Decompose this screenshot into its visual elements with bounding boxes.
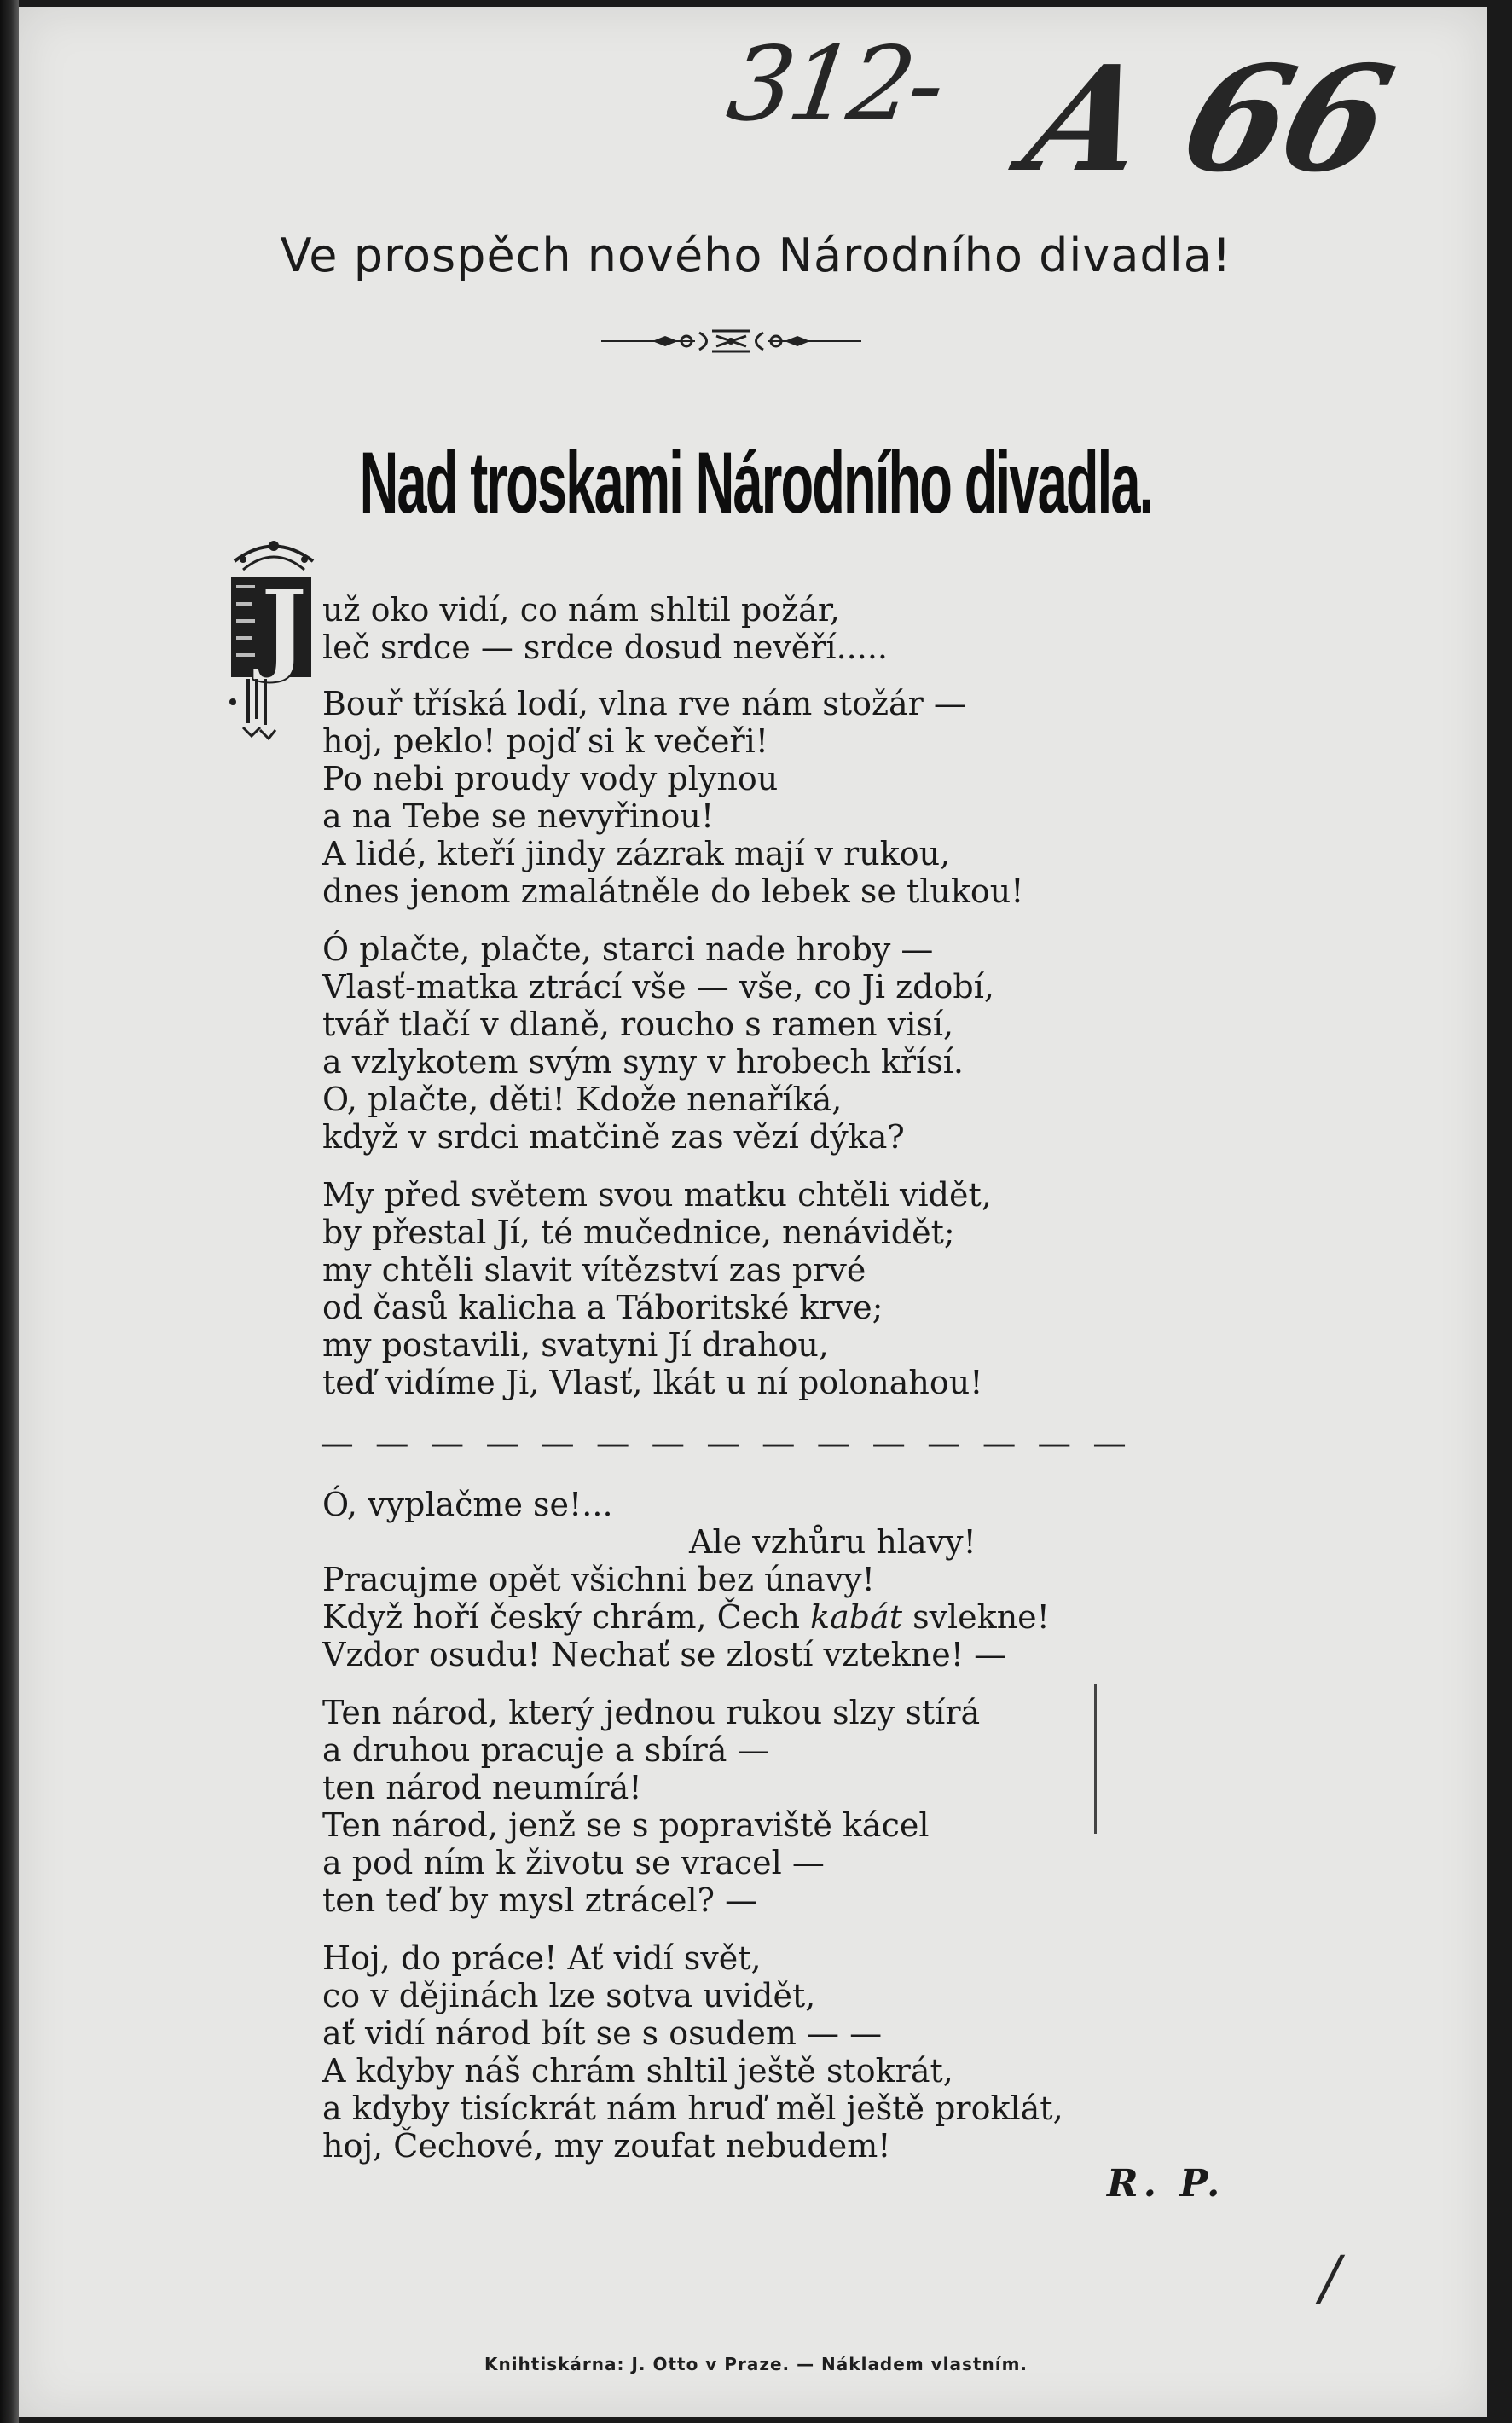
poem-line: Když hoří český chrám, Čech kabát svlekne! xyxy=(322,1598,1050,1636)
poem-line: a druhou pracuje a sbírá — xyxy=(322,1731,770,1769)
poem-line: už oko vidí, co nám shltil požár, xyxy=(322,591,840,629)
section-separator: — — — — — — — — — — — — — — — xyxy=(320,1424,1133,1464)
poem-line: Ten národ, který jednou rukou slzy stírá xyxy=(322,1694,981,1731)
poem-line: teď vidíme Ji, Vlasť, lkát u ní polonahou! xyxy=(322,1364,983,1401)
stanza xyxy=(322,1939,1158,2165)
poem-line: Vlasť-matka ztrácí vše — vše, co Ji zdobí, xyxy=(322,968,994,1006)
poem-line: Pracujme opět všichni bez únavy! xyxy=(322,1561,875,1598)
poem-line: Po nebi proudy vody plynou xyxy=(322,760,779,797)
poem-title: Nad troskami Národního divadla. xyxy=(359,434,1153,531)
poem-line: A kdyby náš chrám shltil ještě stokrát, xyxy=(322,2052,953,2090)
poem-line: tvář tlačí v dlaně, roucho s ramen visí, xyxy=(322,1006,954,1043)
printer-imprint: Knihtiskárna: J. Otto v Praze. — Nákladem vlastním. xyxy=(484,2354,1028,2374)
poem-line: ať vidí národ bít se s osudem — — xyxy=(322,2014,883,2052)
poem-part-2 xyxy=(322,1486,1158,2185)
poem-line: Ó, vyplačme se!... xyxy=(322,1486,613,1523)
poem-line: Ten národ, jenž se s popraviště kácel xyxy=(322,1806,930,1844)
poem-line: ten národ neumírá! xyxy=(322,1769,642,1806)
emphasized-word: kabát xyxy=(810,1598,902,1636)
poem-line: dnes jenom zmalátněle do lebek se tlukou! xyxy=(322,872,1024,910)
stanza xyxy=(322,1176,1158,1401)
decorative-rule-icon xyxy=(601,324,861,358)
poem-line: když v srdci matčině zas vězí dýka? xyxy=(322,1118,905,1156)
poem-line: Vzdor osudu! Nechať se zlostí vztekne! — xyxy=(322,1636,1007,1673)
poem-line: od časů kalicha a Táboritské krve; xyxy=(322,1289,883,1326)
dropcap-letter: J xyxy=(260,567,308,686)
poem-line: a kdyby tisíckrát nám hruď měl ještě proklát, xyxy=(322,2090,1063,2127)
poem-line: hoj, peklo! pojď si k večeři! xyxy=(322,722,769,760)
poem-line: Bouř tříská lodí, vlna rve nám stožár — xyxy=(322,685,966,722)
stanza xyxy=(322,1486,1158,1673)
binding-edge xyxy=(0,0,19,2423)
author-signature: R. P. xyxy=(1107,2162,1225,2206)
poem-line: a na Tebe se nevyřinou! xyxy=(322,797,715,835)
ornamental-initial-icon xyxy=(226,536,322,749)
poem-line: A lidé, kteří jindy zázrak mají v rukou, xyxy=(322,835,951,872)
poem-line: Hoj, do práce! Ať vidí svět, xyxy=(322,1939,762,1977)
poem-line: by přestal Jí, té mučednice, nenávidět; xyxy=(322,1214,955,1251)
stanza xyxy=(322,930,1158,1156)
poem-line: O, plačte, děti! Kdože nenaříká, xyxy=(322,1081,843,1118)
poem-line: my chtěli slavit vítězství zas prvé xyxy=(322,1251,866,1289)
handwritten-reference-number: 312- xyxy=(721,26,947,144)
poem-line: leč srdce — srdce dosud nevěří..... xyxy=(322,629,888,666)
poem-line: Ale vzhůru hlavy! xyxy=(689,1523,976,1561)
handwritten-acquisition-mark: A 66 xyxy=(1011,34,1405,205)
poem-line: co v dějinách lze sotva uvidět, xyxy=(322,1977,816,2014)
poem-line: a pod ním k životu se vracel — xyxy=(322,1844,825,1881)
poem-line: My před světem svou matku chtěli vidět, xyxy=(322,1176,992,1214)
poem-line: Ó plačte, plačte, starci nade hroby — xyxy=(322,930,934,968)
poem-line: ten teď by mysl ztrácel? — xyxy=(322,1881,758,1919)
stanza xyxy=(322,591,1158,910)
margin-pencil-line xyxy=(1094,1684,1097,1834)
page-subtitle: Ve prospěch nového Národního divadla! xyxy=(280,229,1232,282)
poem-line: hoj, Čechové, my zoufat nebudem! xyxy=(322,2127,891,2165)
poem-line: my postavili, svatyni Jí drahou, xyxy=(322,1326,829,1364)
handwritten-corner-mark: / xyxy=(1320,2243,1341,2313)
poem-line: a vzlykotem svým syny v hrobech křísí. xyxy=(322,1043,964,1081)
stanza xyxy=(322,1694,1158,1919)
poem-part-1 xyxy=(322,591,1158,1422)
